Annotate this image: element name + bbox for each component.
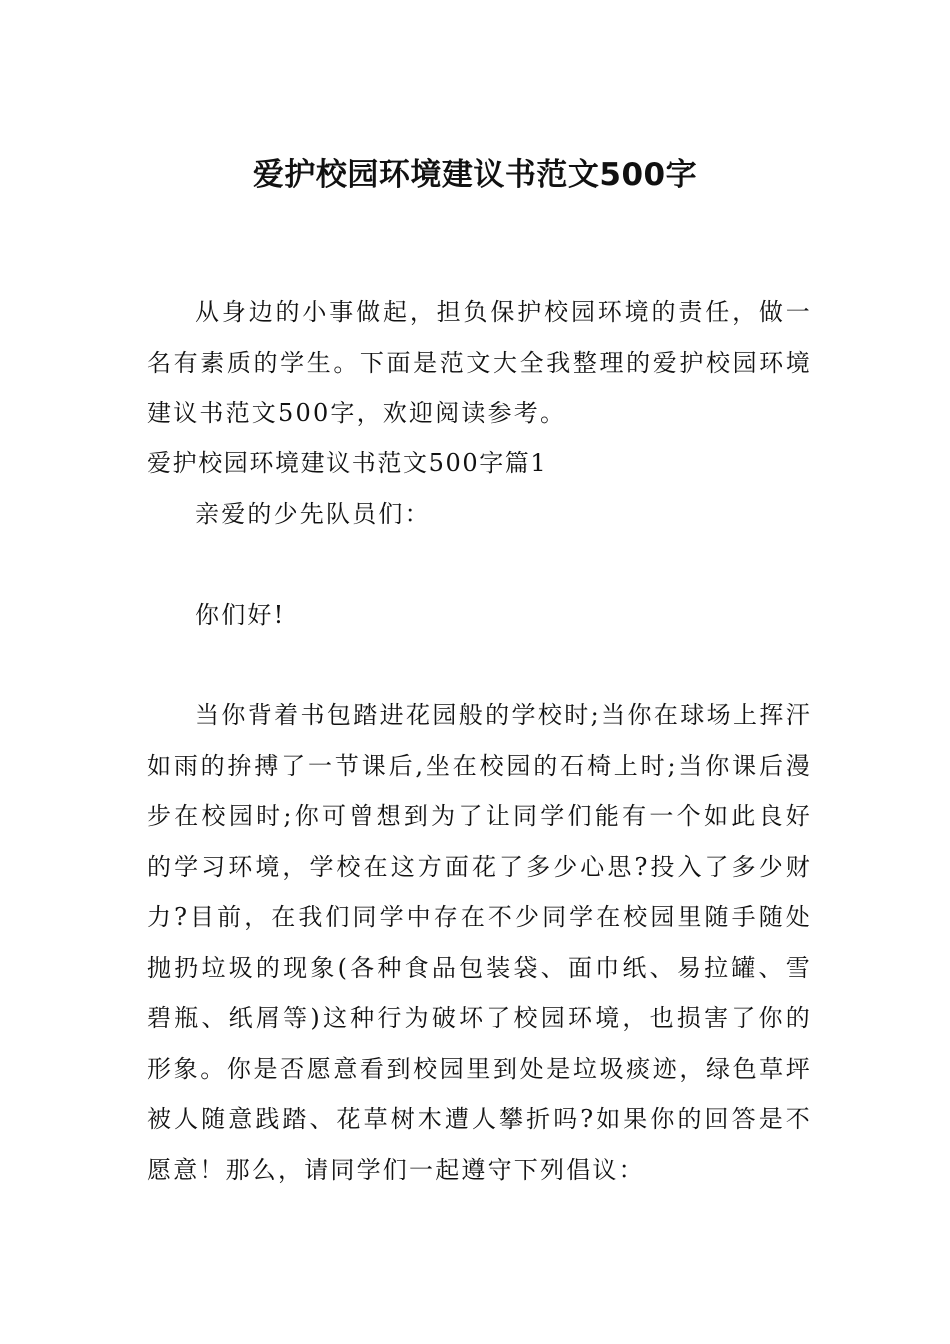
document-title: 爱护校园环境建议书范文500字 bbox=[252, 156, 698, 193]
intro-paragraph: 从身边的小事做起，担负保护校园环境的责任，做一名有素质的学生。下面是范文大全我整理的爱护校园环境建议书范文500字，欢迎阅读参考。 bbox=[147, 298, 812, 427]
section-heading: 爱护校园环境建议书范文500字篇1 bbox=[147, 449, 548, 477]
salutation-line: 亲爱的少先队员们： bbox=[195, 500, 431, 528]
main-paragraph: 当你背着书包踏进花园般的学校时;当你在球场上挥汗如雨的拚搏了一节课后,坐在校园的石椅上时;当你课后漫步在校园时;你可曾想到为了让同学们能有一个如此良好的学习环境，学校在这方面花了多少心思?投入了多少财力?目前，在我们同学中存在不少同学在校园里随手随处抛扔垃圾的现象(各种食品包装袋、面巾纸、易拉罐、雪碧瓶、纸屑等)这种行为破坏了校园环境，也损害了你的形象。你是否愿意看到校园里到处是垃圾痰迹，绿色草坪被人随意践踏、花草树木遭人攀折吗?如果你的回答是不愿意！那么，请同学们一起遵守下列倡议： bbox=[147, 701, 812, 1184]
greeting-line: 你们好! bbox=[195, 601, 286, 629]
